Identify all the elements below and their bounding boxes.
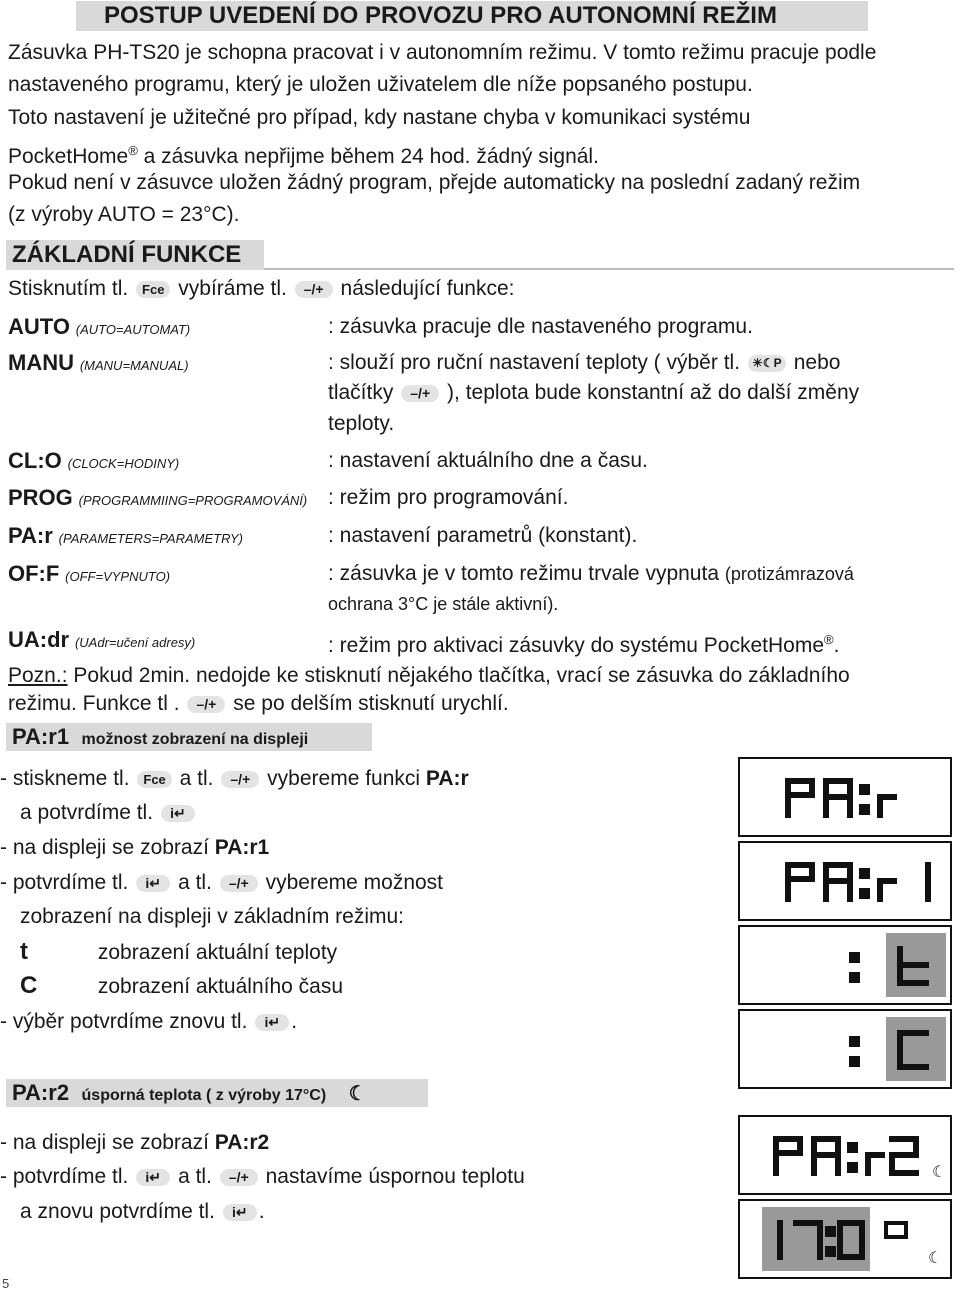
basic-intro-c: následující funkce: xyxy=(340,277,515,300)
par1-step-1 xyxy=(0,762,469,795)
func-par xyxy=(8,519,243,555)
registered-mark: ® xyxy=(824,632,834,647)
lcd-display-opt-c xyxy=(738,1009,952,1089)
func-name: OF:F xyxy=(8,561,60,586)
step-text: a tl. xyxy=(178,871,212,894)
plus-minus-key-icon: –/+ xyxy=(187,696,225,713)
option-desc: zobrazení aktuální teploty xyxy=(97,941,338,964)
func-auto xyxy=(8,310,190,346)
func-name: CL:O xyxy=(8,448,62,473)
func-clock-desc: : nastavení aktuálního dne a času. xyxy=(328,449,648,472)
lcd-display-par2 xyxy=(738,1115,952,1195)
sun-moon-key-icon: ☀☾P xyxy=(748,355,786,372)
step-text: vybereme funkci xyxy=(267,767,421,790)
basic-intro-b: vybíráme tl. xyxy=(178,277,287,300)
plus-minus-key-icon: –/+ xyxy=(220,1169,258,1186)
fce-key-icon: Fce xyxy=(136,281,170,298)
option-letter: C xyxy=(20,972,38,999)
step-text: vybereme možnost xyxy=(265,871,444,894)
step-bold: PA:r1 xyxy=(214,836,270,859)
func-note: (UAdr=učení adresy) xyxy=(74,635,196,650)
step-text: - na displeji se zobrazí xyxy=(0,836,209,859)
divider xyxy=(264,268,954,270)
step-text: - výběr potvrdíme znovu tl. xyxy=(0,1010,248,1033)
section-heading-par1 xyxy=(6,723,372,751)
func-name: PA:r xyxy=(8,523,53,548)
option-desc: zobrazení aktuálního času xyxy=(97,975,344,998)
svg-text:☾: ☾ xyxy=(932,1162,947,1181)
intro-line-6: (z výroby AUTO = 23°C). xyxy=(8,203,240,226)
note-text: Pokud 2min. nedojde ke stisknutí nějakého tlačítka, vrací se zásuvka do základního xyxy=(73,664,850,687)
intro-line-2: nastaveného programu, který je uložen uživatelem dle níže popsaného postupu. xyxy=(8,73,753,96)
par-title: možnost zobrazení na displeji xyxy=(81,731,309,748)
intro-line-3: Toto nastavení je užitečné pro případ, kdy nastane chyba v komunikaci systému xyxy=(8,106,751,129)
ok-key-icon: i↵ xyxy=(161,805,195,822)
func-name: AUTO xyxy=(8,314,70,339)
func-desc-end: . xyxy=(833,634,840,657)
lcd-display-par1 xyxy=(738,841,952,921)
func-uadr xyxy=(8,623,195,659)
step-text: - na displeji se zobrazí xyxy=(0,1131,209,1154)
func-manu xyxy=(8,346,189,382)
func-desc: : zásuvka je v tomto režimu trvale vypnuta xyxy=(328,562,719,585)
par1-step-3 xyxy=(0,866,443,899)
plus-minus-key-icon: –/+ xyxy=(220,875,258,892)
func-note: (PARAMETERS=PARAMETRY) xyxy=(58,531,243,546)
func-desc: : režim pro aktivaci zásuvky do systému PocketHome xyxy=(328,634,825,657)
ok-key-icon: i↵ xyxy=(136,875,170,892)
step-text: . xyxy=(291,1010,298,1033)
func-desc: : slouží pro ruční nastavení teploty ( výběr tl. xyxy=(328,351,741,374)
func-manu-desc-3: teploty. xyxy=(328,412,395,435)
par1-step-2 xyxy=(0,831,269,864)
page-title: POSTUP UVEDENÍ DO PROVOZU PRO AUTONOMNÍ REŽIM xyxy=(76,1,868,31)
lcd-display-time xyxy=(738,1199,952,1279)
ok-key-icon: i↵ xyxy=(255,1014,289,1031)
func-prog-desc: : režim pro programování. xyxy=(328,486,569,509)
step-bold: PA:r2 xyxy=(214,1131,270,1154)
func-off-desc-2: ochrana 3°C je stále aktivní). xyxy=(328,594,559,614)
func-note: (OFF=VYPNUTO) xyxy=(65,569,171,584)
step-text: a tl. xyxy=(178,1165,212,1188)
par2-step-3 xyxy=(20,1195,265,1228)
page-number: 5 xyxy=(2,1276,10,1291)
plus-minus-key-icon: –/+ xyxy=(401,385,439,402)
func-uadr-desc xyxy=(328,623,839,662)
par1-step-3b: zobrazení na displeji v základním režimu: xyxy=(20,905,405,928)
func-note: (MANU=MANUAL) xyxy=(79,358,189,373)
lcd-display-par xyxy=(738,757,952,837)
func-auto-desc: : zásuvka pracuje dle nastaveného programu. xyxy=(328,315,753,338)
par1-step-1b xyxy=(20,796,197,829)
func-prog xyxy=(8,481,307,517)
svg-text:☾: ☾ xyxy=(928,1248,943,1267)
func-note: (AUTO=AUTOMAT) xyxy=(75,322,191,337)
func-clock xyxy=(8,444,179,480)
intro-line-5: Pokud není v zásuvce uložen žádný program, přejde automaticky na poslední zadaný režim xyxy=(8,171,861,194)
step-text: a znovu potvrdíme tl. xyxy=(20,1200,215,1223)
func-desc: ), teplota bude konstantní až do další změny xyxy=(447,381,860,404)
basic-intro-a: Stisknutím tl. xyxy=(8,277,129,300)
fce-key-icon: Fce xyxy=(137,771,171,788)
ok-key-icon: i↵ xyxy=(223,1204,257,1221)
func-name: MANU xyxy=(8,350,74,375)
basic-intro-line xyxy=(8,272,514,305)
func-desc: tlačítky xyxy=(328,381,394,404)
func-name: PROG xyxy=(8,485,73,510)
brand-name: PocketHome xyxy=(8,145,129,168)
registered-mark: ® xyxy=(128,143,138,158)
intro-line-4-rest: a zásuvka nepřijme během 24 hod. žádný signál. xyxy=(143,145,599,168)
par-code: PA:r2 xyxy=(12,1080,70,1105)
option-letter: t xyxy=(20,938,28,965)
plus-minus-key-icon: –/+ xyxy=(295,281,333,298)
intro-line-1: Zásuvka PH-TS20 je schopna pracovat i v autonomním režimu. V tomto režimu pracuje podle xyxy=(8,41,877,64)
par2-step-2 xyxy=(0,1160,525,1193)
func-desc-small: (protizámrazová xyxy=(724,564,854,584)
par2-step-1 xyxy=(0,1126,269,1159)
step-text: - stiskneme tl. xyxy=(0,767,130,790)
step-text: - potvrdíme tl. xyxy=(0,1165,129,1188)
lcd-display-opt-t xyxy=(738,925,952,1005)
func-off xyxy=(8,557,170,593)
ok-key-icon: i↵ xyxy=(136,1169,170,1186)
func-desc: nebo xyxy=(793,351,841,374)
moon-icon: ☾ xyxy=(348,1083,367,1105)
func-note: (CLOCK=HODINY) xyxy=(67,456,180,471)
func-note: (PROGRAMMIING=PROGRAMOVÁNÍ) xyxy=(78,493,308,508)
func-off-desc xyxy=(328,557,854,591)
note-label: Pozn.: xyxy=(8,664,68,687)
step-text: . xyxy=(258,1200,265,1223)
option-c xyxy=(20,969,343,1003)
func-manu-desc-2 xyxy=(328,376,859,409)
step-text: nastavíme úspornou teplotu xyxy=(265,1165,525,1188)
step-text: a tl. xyxy=(179,767,214,790)
option-t xyxy=(20,935,337,969)
note-line-2 xyxy=(8,687,509,720)
step-text: - potvrdíme tl. xyxy=(0,871,129,894)
section-heading-par2 xyxy=(6,1079,428,1107)
step-text: a potvrdíme tl. xyxy=(20,801,154,824)
note-text: režimu. Funkce tl . xyxy=(8,692,180,715)
func-name: UA:dr xyxy=(8,627,70,652)
note-text: se po delším stisknutí urychlí. xyxy=(233,692,509,715)
par1-step-4 xyxy=(0,1005,297,1038)
section-heading-basic: ZÁKLADNÍ FUNKCE xyxy=(6,240,264,270)
plus-minus-key-icon: –/+ xyxy=(221,771,259,788)
par-code: PA:r1 xyxy=(12,724,70,749)
func-manu-desc xyxy=(328,346,840,379)
par-title: úsporná teplota ( z výroby 17°C) xyxy=(81,1087,327,1104)
func-par-desc: : nastavení parametrů (konstant). xyxy=(328,524,638,547)
step-bold: PA:r xyxy=(425,767,469,790)
